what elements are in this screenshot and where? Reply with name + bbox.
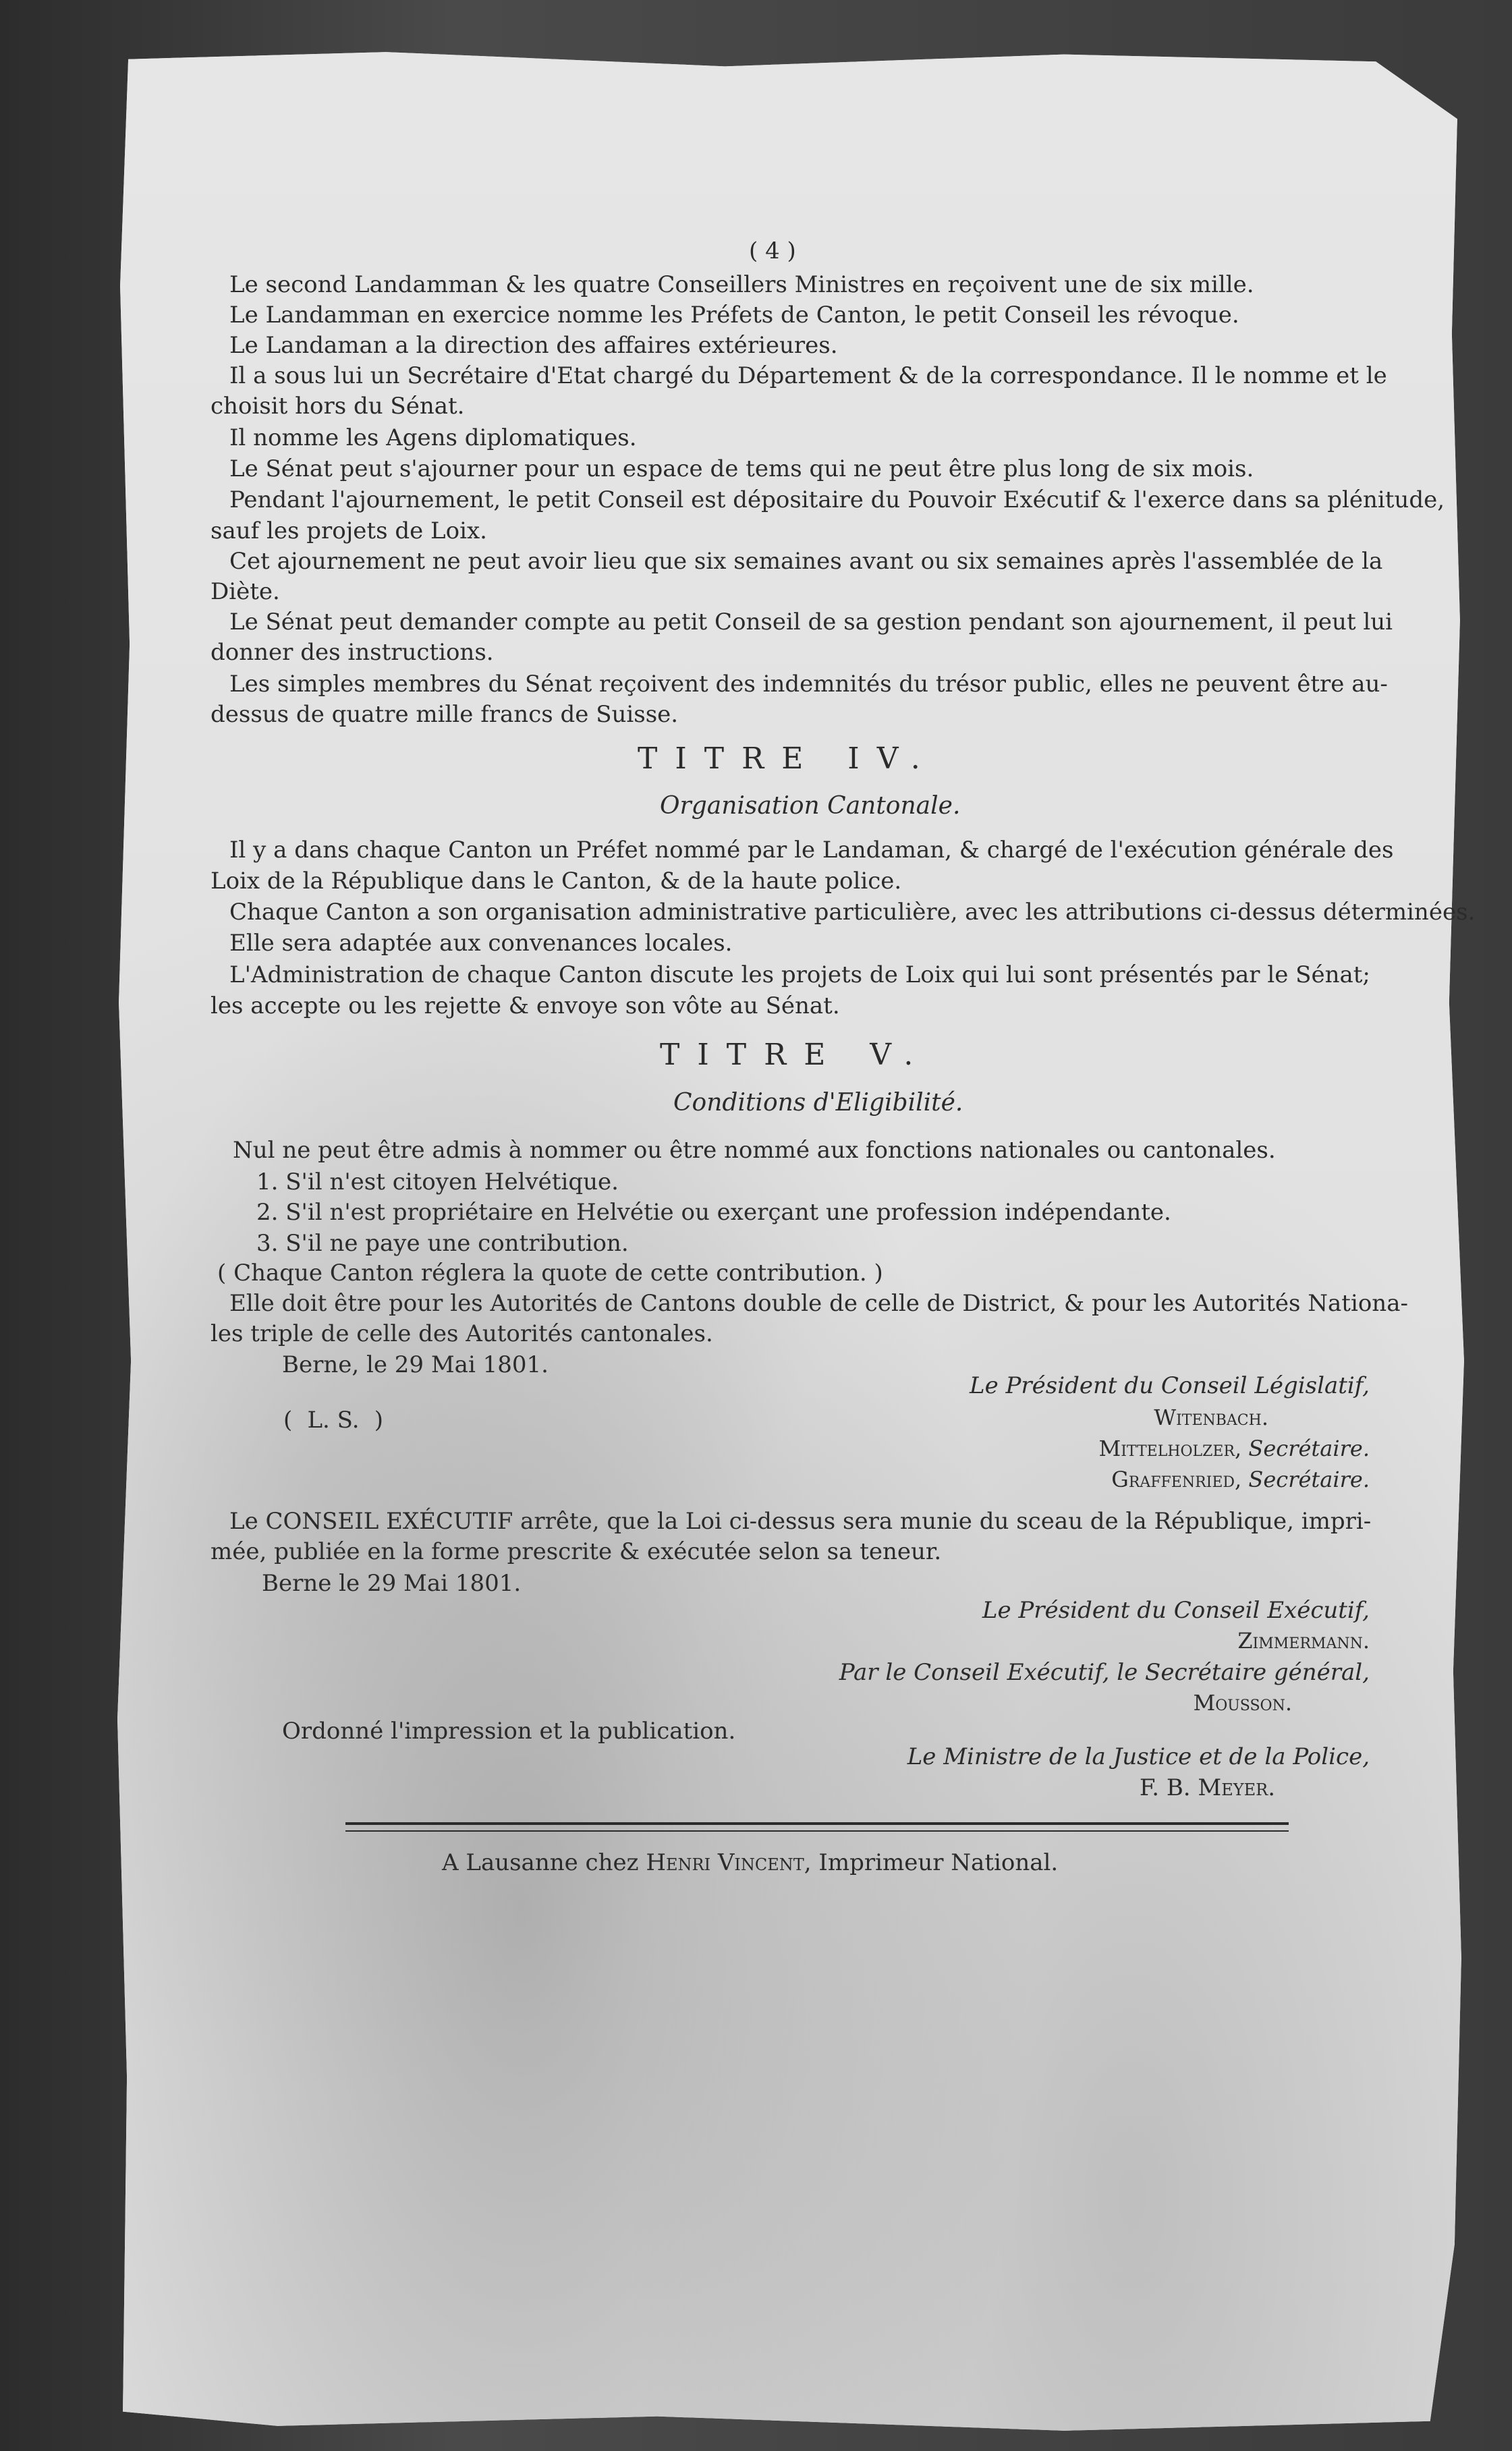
signature-title: Le Président du Conseil Législatif, [970,1372,1370,1399]
text-line: Le Landamman en exercice nomme les Préfets de Canton, le petit Conseil les révoque. [229,302,1239,329]
publication-order: Ordonné l'impression et la publication. [282,1718,736,1745]
page-number: ( 4 ) [749,237,796,264]
signature-name-part: Meyer. [1198,1774,1275,1801]
text-line: sauf les projets de Loix. [211,517,487,544]
text-line: mée, publiée en la forme prescrite & exécutée selon sa teneur. [211,1538,942,1565]
text-line: Diète. [211,578,280,605]
seal-label: L. S. [307,1407,360,1434]
signature-role: Secrétaire. [1248,1467,1370,1492]
signature-name [810,1776,1275,1799]
imprint-text: A Lausanne chez [442,1849,646,1876]
signature-name: Zimmermann. [1237,1628,1370,1654]
divider-rule [345,1822,1289,1832]
text-line: Le second Landamman & les quatre Conseillers Ministres en reçoivent une de six mille. [229,271,1254,298]
date-line: Berne, le 29 Mai 1801. [282,1351,549,1378]
signature-initials: F. B. [1139,1774,1198,1801]
title-5-subheading: Conditions d'Eligibilité. [673,1089,963,1117]
imprint [442,1851,1058,1874]
signature-name-part: Graffenried, [1111,1467,1249,1492]
imprint-text: , Imprimeur National. [804,1849,1059,1876]
text-line: dessus de quatre mille francs de Suisse. [211,701,679,728]
text-line: Le CONSEIL EXÉCUTIF arrête, que la Loi ci-dessus sera munie du sceau de la République, impri- [229,1508,1372,1535]
signature-title: Le Président du Conseil Exécutif, [982,1597,1370,1624]
signature-role: Secrétaire. [1248,1436,1370,1461]
seal-bracket-right: ) [374,1407,383,1434]
text-line: ( Chaque Canton réglera la quote de cette contribution. ) [217,1260,883,1287]
signature-name: Witenbach. [1154,1405,1268,1430]
signature-title: Par le Conseil Exécutif, le Secrétaire général, [839,1659,1370,1686]
seal-bracket-left: ( [283,1407,293,1434]
title-5-heading: TITRE V. [660,1038,931,1072]
text-line: donner des instructions. [211,639,494,666]
text-line: Pendant l'ajournement, le petit Conseil est dépositaire du Pouvoir Exécutif & l'exerce dans sa plénitude, [229,486,1445,513]
text-line: Chaque Canton a son organisation administrative particulière, avec les attributions ci-dessus déterminées. [229,899,1476,926]
text-line: Le Landaman a la direction des affaires extérieures. [229,332,838,359]
text-line: L'Administration de chaque Canton discute les projets de Loix qui lui sont présentés par le Sénat; [229,961,1370,988]
text-line: 2. S'il n'est propriétaire en Helvétie ou exerçant une profession indépendante. [256,1199,1171,1226]
text-line: 3. S'il ne paye une contribution. [256,1230,629,1257]
signature-name: Mousson. [1193,1690,1292,1716]
text-line: Loix de la République dans le Canton, & de la haute police. [211,868,902,895]
text-line: 1. S'il n'est citoyen Helvétique. [256,1168,619,1195]
title-4-subheading: Organisation Cantonale. [660,792,961,820]
text-line: Le Sénat peut demander compte au petit Conseil de sa gestion pendant son ajournement, il peut lui [229,609,1393,636]
date-line: Berne le 29 Mai 1801. [262,1570,522,1597]
text-line: choisit hors du Sénat. [211,393,465,420]
text-line: les accepte ou les rejette & envoye son vôte au Sénat. [211,992,840,1019]
text-line: Le Sénat peut s'ajourner pour un espace de tems qui ne peut être plus long de six mois. [229,455,1254,482]
text-line: Cet ajournement ne peut avoir lieu que six semaines avant ou six semaines après l'assemblée de la [229,548,1383,575]
signature-name [810,1469,1370,1490]
text-line: Elle sera adaptée aux convenances locales. [229,930,733,957]
seal-mark [283,1407,383,1433]
text-line: Il y a dans chaque Canton un Préfet nommé par le Landaman, & chargé de l'exécution générale des [229,837,1394,864]
signature-name-part: Mittelholzer, [1098,1436,1249,1461]
text-line: Les simples membres du Sénat reçoivent des indemnités du trésor public, elles ne peuvent être au- [229,671,1388,698]
text-line: Elle doit être pour les Autorités de Cantons double de celle de District, & pour les Autorités Nationa- [229,1290,1408,1317]
title-4-heading: TITRE IV. [638,741,938,776]
text-line: les triple de celle des Autorités cantonales. [211,1320,713,1347]
text-line: Nul ne peut être admis à nommer ou être nommé aux fonctions nationales ou cantonales. [233,1137,1276,1164]
text-line: Il a sous lui un Secrétaire d'Etat chargé du Département & de la correspondance. Il le nomme et le [229,362,1387,389]
signature-title: Le Ministre de la Justice et de la Police, [907,1743,1370,1770]
imprint-printer: Henri Vincent [646,1849,804,1876]
signature-name [810,1438,1370,1459]
text-line: Il nomme les Agens diplomatiques. [229,424,637,451]
